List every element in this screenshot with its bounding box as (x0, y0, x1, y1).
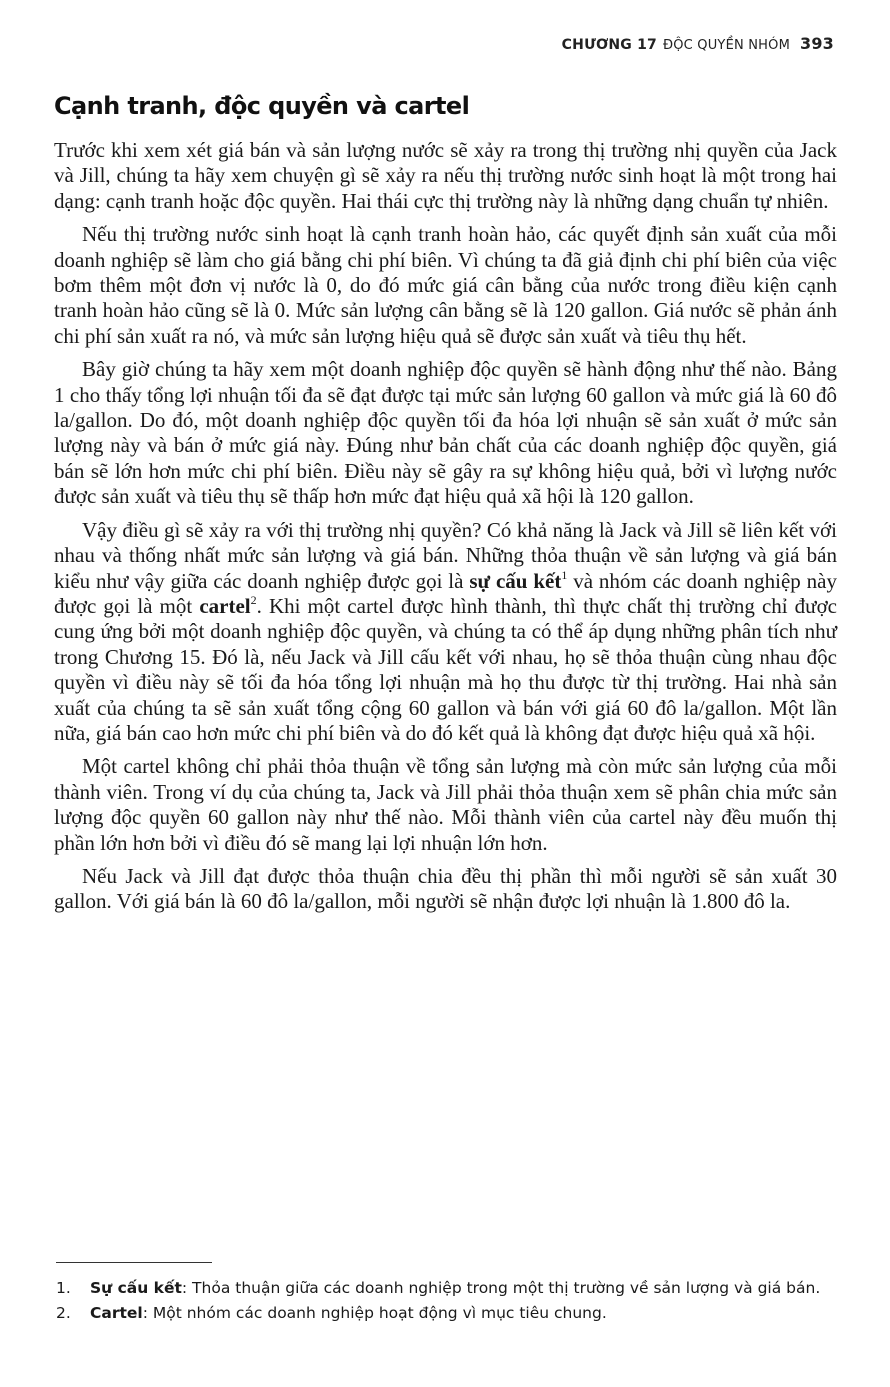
paragraph-4-part-a: Vậy điều gì sẽ xảy ra với thị trường nhị quyền? Có khả năng là Jack và Jill sẽ liên kết với nhau và thống nhất mức sản lượng và giá bán. Những thỏa thuận về sản lượng và giá bán kiểu như vậy giữa các doanh nghiệp được gọi là (54, 517, 837, 593)
paragraph-3: Bây giờ chúng ta hãy xem một doanh nghiệp độc quyền sẽ hành động như thế nào. Bảng 1 cho thấy tổng lợi nhuận tối đa sẽ đạt được tại mức sản lượng 60 gallon và mức giá là 60 đô la/gallon. Do đó, một doanh nghiệp độc quyền tối đa hóa lợi nhuận sẽ sản xuất ở mức sản lượng này và bán ở mức giá này. Đúng như bản chất của các doanh nghiệp độc quyền, giá bán sẽ lớn hơn mức chi phí biên. Điều này sẽ gây ra sự không hiệu quả, bởi vì lượng nước được sản xuất và tiêu thụ sẽ thấp hơn mức đạt hiệu quả xã hội là 120 gallon. (54, 357, 837, 509)
page-number: 393 (800, 34, 834, 53)
term-collusion: sự cấu kết (469, 568, 562, 593)
paragraph-4-part-c: . Khi một cartel được hình thành, thì thực chất thị trường chỉ được cung ứng bởi một doanh nghiệp độc quyền, và chúng ta có thể áp dụng những phân tích như trong Chương 15. Đó là, nếu Jack và Jill cấu kết với nhau, họ sẽ thỏa thuận cùng nhau độc quyền vì điều này sẽ tối đa hóa tổng lợi nhuận mà họ thu được từ thị trường. Hai nhà sản xuất của chúng ta sẽ sản xuất tổng cộng 60 gallon và bán với giá 60 đô la/gallon. Một lần nữa, giá bán cao hơn mức chi phí biên và do đó kết quả là không đạt được hiệu quả xã hội. (54, 593, 837, 745)
footnote-number: 1. (56, 1279, 71, 1297)
footnote-1 (56, 1276, 842, 1301)
paragraph-1: Trước khi xem xét giá bán và sản lượng nước sẽ xảy ra trong thị trường nhị quyền của Jack và Jill, chúng ta hãy xem chuyện gì sẽ xảy ra nếu thị trường nước sinh hoạt là một trong hai dạng: cạnh tranh hoặc độc quyền. Hai thái cực thị trường này là những dạng chuẩn tự nhiên. (54, 138, 837, 213)
running-header (562, 34, 834, 53)
footnote-text: : Một nhóm các doanh nghiệp hoạt động vì mục tiêu chung. (142, 1304, 607, 1322)
footnote-divider (56, 1262, 212, 1263)
paragraph-4-part-b: và nhóm các doanh nghiệp này được gọi là một (54, 568, 837, 618)
paragraph-2: Nếu thị trường nước sinh hoạt là cạnh tranh hoàn hảo, các quyết định sản xuất của mỗi doanh nghiệp sẽ làm cho giá bằng chi phí biên. Vì chúng ta đã giả định chi phí biên của việc bơm thêm một đơn vị nước là 0, do đó mức giá cân bằng của nước trong điều kiện cạnh tranh hoàn hảo cũng sẽ là 0. Mức sản lượng cân bằng sẽ là 120 gallon. Giá nước sẽ phản ánh chi phí sản xuất ra nó, và mức sản lượng hiệu quả sẽ được sản xuất và tiêu thụ hết. (54, 222, 837, 348)
term-cartel: cartel (199, 593, 251, 618)
section-title: Cạnh tranh, độc quyền và cartel (54, 92, 470, 120)
chapter-label: CHƯƠNG 17 (561, 37, 657, 53)
footnotes (56, 1276, 842, 1326)
footnote-2 (56, 1301, 842, 1326)
footnote-number: 2. (56, 1304, 71, 1322)
body-text (54, 138, 837, 923)
chapter-title: ĐỘC QUYỀN NHÓM (662, 38, 790, 53)
paragraph-5: Một cartel không chỉ phải thỏa thuận về tổng sản lượng mà còn mức sản lượng của mỗi thành viên. Trong ví dụ của chúng ta, Jack và Jill phải thỏa thuận xem sẽ phân chia mức sản lượng độc quyền 60 gallon này như thế nào. Mỗi thành viên của cartel này đều muốn thị phần lớn hơn bởi vì điều đó sẽ mang lại lợi nhuận lớn hơn. (54, 754, 837, 855)
footnote-term: Cartel (90, 1304, 143, 1322)
paragraph-6: Nếu Jack và Jill đạt được thỏa thuận chia đều thị phần thì mỗi người sẽ sản xuất 30 gallon. Với giá bán là 60 đô la/gallon, mỗi người sẽ nhận được lợi nhuận là 1.800 đô la. (54, 863, 837, 914)
footnote-ref-2: 2 (250, 592, 257, 607)
footnote-text: : Thỏa thuận giữa các doanh nghiệp trong một thị trường về sản lượng và giá bán. (181, 1279, 821, 1297)
footnote-ref-1: 1 (561, 567, 568, 582)
paragraph-4 (54, 518, 837, 747)
footnote-term: Sự cấu kết (90, 1279, 182, 1297)
